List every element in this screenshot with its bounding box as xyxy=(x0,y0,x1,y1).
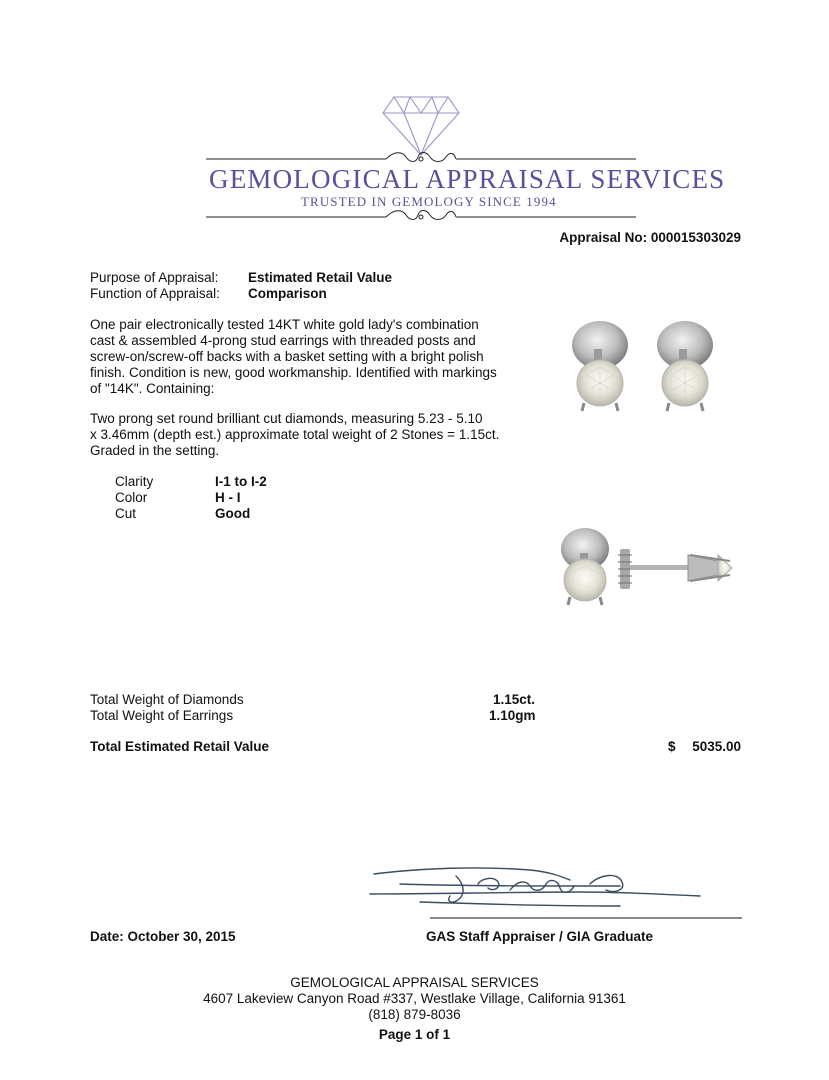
diamond-description xyxy=(90,411,499,459)
description-line: finish. Condition is new, good workmanship. Identified with markings xyxy=(90,365,497,380)
appraisal-date: Date: October 30, 2015 xyxy=(90,929,236,944)
description-line: cast & assembled 4-prong stud earrings with threaded posts and xyxy=(90,333,476,348)
logo-title: GEMOLOGICAL APPRAISAL SERVICES xyxy=(209,164,726,194)
ornament-rule-bottom xyxy=(206,206,636,228)
page-number: Page 1 of 1 xyxy=(378,1027,451,1042)
cut-value: Good xyxy=(215,506,251,521)
description-line: of "14K". Containing: xyxy=(90,381,215,396)
item-description xyxy=(90,317,497,397)
diamond-line: Graded in the setting. xyxy=(90,443,220,458)
company-logo xyxy=(200,90,726,230)
description-line: One pair electronically tested 14KT white gold lady's combination xyxy=(90,317,479,332)
clarity-label: Clarity xyxy=(115,474,154,489)
footer-address: 4607 Lakeview Canyon Road #337, Westlake Village, California 91361 xyxy=(203,991,626,1006)
description-line: screw-on/screw-off backs with a basket setting with a bright polish xyxy=(90,349,484,364)
currency-symbol: $ xyxy=(668,739,676,754)
diamond-line: x 3.46mm (depth est.) approximate total weight of 2 Stones = 1.15ct. xyxy=(90,427,500,442)
cut-label: Cut xyxy=(115,506,137,521)
stud-earrings-pair-photo xyxy=(560,315,740,425)
purpose-label: Purpose of Appraisal: xyxy=(90,270,219,285)
footer-company: GEMOLOGICAL APPRAISAL SERVICES xyxy=(290,975,539,990)
diamond-line: Two prong set round brilliant cut diamonds, measuring 5.23 - 5.10 xyxy=(90,411,483,426)
purpose-value: Estimated Retail Value xyxy=(248,270,393,285)
footer-phone: (818) 879-8036 xyxy=(368,1007,461,1022)
stud-earring-side-view-photo xyxy=(550,525,740,615)
total-retail-value: 5035.00 xyxy=(692,739,741,754)
handwritten-signature xyxy=(360,860,745,922)
function-label: Function of Appraisal: xyxy=(90,286,220,301)
function-value: Comparison xyxy=(248,286,327,301)
signer-title: GAS Staff Appraiser / GIA Graduate xyxy=(426,929,654,944)
total-diamonds-value: 1.15ct. xyxy=(493,692,536,707)
clarity-value: I-1 to I-2 xyxy=(215,474,267,489)
color-value: H - I xyxy=(215,490,241,505)
total-earrings-label: Total Weight of Earrings xyxy=(90,708,234,723)
total-diamonds-label: Total Weight of Diamonds xyxy=(90,692,244,707)
total-retail-label: Total Estimated Retail Value xyxy=(90,739,270,754)
total-earrings-value: 1.10gm xyxy=(489,708,536,723)
color-label: Color xyxy=(115,490,148,505)
logo-tagline: TRUSTED IN GEMOLOGY SINCE 1994 xyxy=(301,194,557,209)
appraisal-number: Appraisal No: 000015303029 xyxy=(559,230,741,245)
